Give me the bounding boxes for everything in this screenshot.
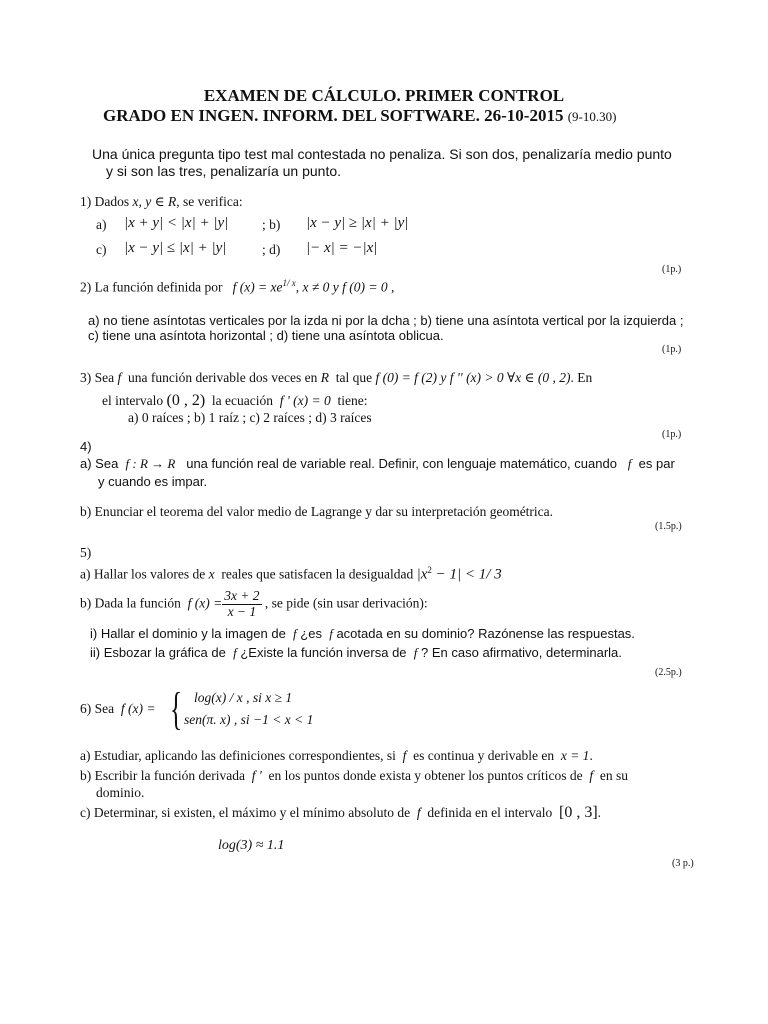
intro-line-2: y si son las tres, penalizaría un punto. <box>106 163 342 179</box>
q6-part-a: a) Estudiar, aplicando las definiciones correspondientes, si f es continua y derivable en x = 1. <box>80 748 593 763</box>
q1-points: (1p.) <box>662 264 682 275</box>
q6-stem: 6) Sea f (x) = <box>80 701 156 716</box>
q4-part-b: b) Enunciar el teorema del valor medio de Lagrange y dar su interpretación geométrica. <box>80 504 554 519</box>
q5-part-a: a) Hallar los valores de x reales que satisfacen la desigualdad $|x^2 - 1| < 1/$ 3 <box>80 565 502 583</box>
q5-part-b-i: i) Hallar el dominio y la imagen de f ¿es f acotada en su dominio? Razónense las respuestas. <box>90 626 635 641</box>
q1-option-c-math: |x − y| ≤ |x| + |y| <box>124 240 227 256</box>
q5-points: (2.5p.) <box>655 667 682 678</box>
q6-part-b-line-2: dominio. <box>96 785 145 800</box>
q3-options: a) 0 raíces ; b) 1 raíz ; c) 2 raíces ; d) 3 raíces <box>128 410 372 425</box>
q4-part-a-line-2: y cuando es impar. <box>98 474 208 489</box>
q1-option-a-label: a) <box>96 217 107 232</box>
q1-option-c-label: c) <box>96 242 107 257</box>
q6-points: (3 p.) <box>672 858 694 869</box>
exam-time: (9-10.30) <box>567 109 617 124</box>
q2-stem: 2) La función definida por f $(x) = xe^{1/ x}$, x ≠ 0 y f (0) = 0 , <box>80 278 395 295</box>
q2-options-line-2: c) tiene una asíntota horizontal ; d) tiene una asíntota oblicua. <box>88 328 444 343</box>
q4-part-a: a) Sea f : R → R una función real de variable real. Definir, con lenguaje matemático, cuando f es par <box>80 456 675 471</box>
q6-part-c: c) Determinar, si existen, el máximo y el mínimo absoluto de f definida en el intervalo [0 , 3]. <box>80 804 602 821</box>
q5-part-b: b) Dada la función f (x) = $\frac{3x + 2}{x - 1}$ , se pide (sin usar derivación): <box>80 588 428 619</box>
q5-number: 5) <box>80 545 92 560</box>
q5-fraction: $\frac{3x + 2}{x - 1}$ <box>224 588 260 619</box>
q4-points: (1.5p.) <box>655 521 682 532</box>
q1-option-d-label: ; d) <box>262 242 281 257</box>
q5-part-b-ii: ii) Esbozar la gráfica de f ¿Existe la función inversa de f ? En caso afirmativo, determinarla. <box>90 645 622 660</box>
q4-number: 4) <box>80 439 92 454</box>
q6-case-1: log(x) / x , si x ≥ 1 <box>194 690 293 705</box>
q6-part-b: b) Escribir la función derivada f ' en los puntos donde exista y obtener los puntos críticos de f en su <box>80 768 629 783</box>
q6-hint: log(3) ≈ 1.1 <box>218 838 285 853</box>
q3-line-2: el intervalo (0 , 2) la ecuación f ' (x) = 0 tiene: <box>102 392 368 409</box>
q6-brace: { <box>170 683 183 734</box>
q2-points: (1p.) <box>662 344 682 355</box>
q2-options-line-1: a) no tiene asíntotas verticales por la izda ni por la dcha ; b) tiene una asíntota vertical por la izquierda ; <box>88 313 684 328</box>
q3-line-1: 3) Sea f una función derivable dos veces en R tal que f (0) = f (2) y f '' (x) > 0 ∀x ∈ (0 , 2). En <box>80 370 593 385</box>
q1-option-d-math: |− x| = −|x| <box>306 240 378 256</box>
exam-title: EXAMEN DE CÁLCULO. PRIMER CONTROL <box>203 86 565 105</box>
intro-line-1: Una única pregunta tipo test mal contestada no penaliza. Si son dos, penalizaría medio punto <box>92 146 672 162</box>
q6-case-2: sen(π. x) , si −1 < x < 1 <box>184 712 314 727</box>
q3-points: (1p.) <box>662 429 682 440</box>
q1-option-b-label: ; b) <box>262 217 281 232</box>
q1-option-b-math: |x − y| ≥ |x| + |y| <box>306 215 409 231</box>
exam-subtitle: GRADO EN INGEN. INFORM. DEL SOFTWARE. 26-10-2015 (9-10.30) <box>103 106 617 125</box>
q1-stem: 1) Dados x, y ∈ R, se verifica: <box>80 194 243 209</box>
q1-option-a-math: |x + y| < |x| + |y| <box>124 215 229 231</box>
